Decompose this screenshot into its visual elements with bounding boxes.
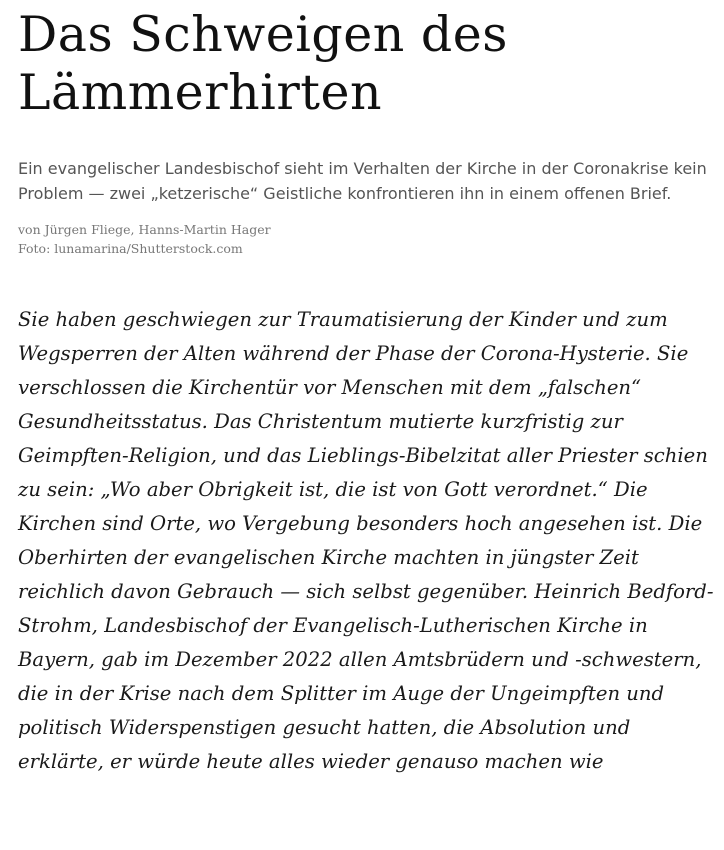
article-body: Sie haben geschwiegen zur Traumatisierung der Kinder und zum Wegsperren der Alten während der Phase der Corona-Hysterie. Sie verschlossen die Kirchentür vor Menschen mit dem „falschen“ Gesundheitsstatus. Das Christentum mutierte kurzfristig zur Geimpften-Religion, und das Lieblings-Bibelzitat aller Priester schien zu sein: „Wo aber Obrigkeit ist, die ist von Gott verordnet.“ Die Kirchen sind Orte, wo Vergebung besonders hoch angesehen ist. Die Oberhirten der evangelischen Kirche machten in jüngster Zeit reichlich davon Gebrauch — sich selbst gegenüber. Heinrich Bedford-Strohm, Landesbischof der Evangelisch-Lutherischen Kirche in Bayern, gab im Dezember 2022 allen Amtsbrüdern und -schwestern, die in der Krise nach dem Splitter im Auge der Ungeimpften und politisch Widerspenstigen gesucht hatten, die Absolution und erklärte, er würde heute alles wieder genauso machen wie	[18, 308, 714, 773]
byline: von Jürgen Fliege, Hanns-Martin Hager	[18, 222, 271, 237]
article-meta	[18, 220, 714, 258]
article-teaser: Ein evangelischer Landesbischof sieht im Verhalten der Kirche in der Coronakrise kein Problem — zwei „ketzerische“ Geistliche konfrontieren ihn in einem offenen Brief.	[18, 159, 707, 203]
article	[18, 0, 714, 779]
photo-credit: Foto: lunamarina/Shutterstock.com	[18, 241, 243, 256]
article-headline: Das Schweigen des Lämmerhirten	[18, 6, 508, 121]
